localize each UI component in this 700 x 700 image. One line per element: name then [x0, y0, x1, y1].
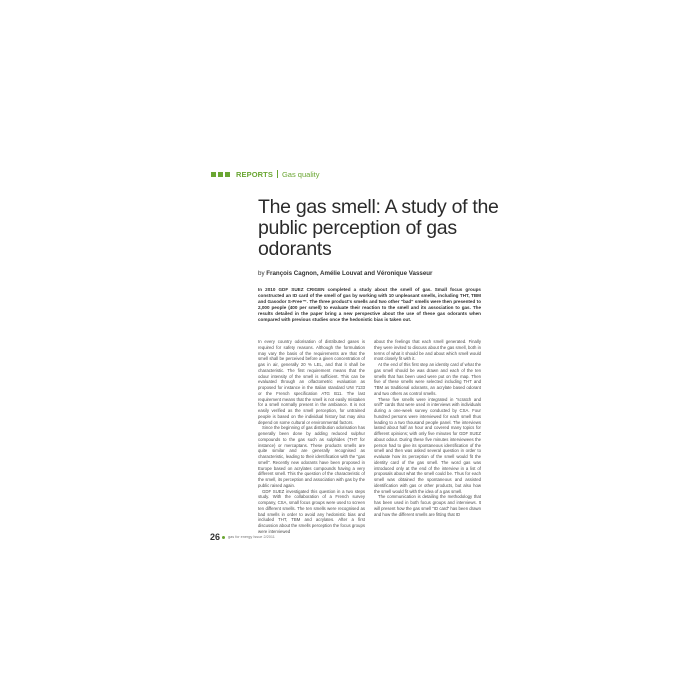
publication-name: gas for energy Issue 2/2011 — [228, 535, 275, 539]
abstract: In 2010 GDF SUEZ CRIGEN completed a study about the smell of gas. Small focus groups constructed an ID card of the smell of gas by working with 10 unpleasant smells, including THT, TBM and Gasodor S-Free™. The three product's smells and two other "bad" smells were then presented to 2,000 people (400 per smell) to evaluate their reaction to the smell and its association to gas. The results detailed in the paper bring a new perspective about the use of these gas odorants when compared with previous studies once the hedonistic bias is taken out. — [258, 287, 481, 323]
paragraph: The communication is detailing the methodology that has been used in both focus groups and interviews. It will present how the gas smell "ID card" has been drawn and how the different smells are fitting that ID — [374, 494, 481, 517]
paragraph: At the end of this first step an identity card of what the gas smell should be was drawn and each of the ten smells that has been used were put on the map. Then five of these smells were selected including THT and TBM as traditional odorants, an acrylate based odorant and two others as control smells. — [374, 362, 481, 396]
paragraph: Since the beginning of gas distribution odorisation has generally been done by adding reduced sulphur compounds to the gas such as sulphides (THT for instance) or mercaptans. These products smells are quite similar and are generally recognised as characteristic, leading to their identification with the "gas smell". Recently new odorants have been proposed in Europe based on acrylates compounds having a very different smell. This the question of the characteristic of the smell, its perception and association with gas by the public raised again. — [258, 425, 365, 488]
byline — [258, 270, 432, 277]
paragraph: GDF SUEZ investigated this question in a two steps study. With the collaboration of a French survey company, CSA, small focus groups were used to screen ten different smells. The ten smells were recognised as bad smells in order to avoid any hedonistic bias and included THT, TBM and acrylates. After a first discussion about the smells perception the focus groups were interviewed — [258, 488, 365, 534]
page-footer — [210, 532, 275, 542]
footer-dot — [222, 536, 225, 539]
body-column-right — [374, 339, 481, 517]
section-marker-square — [218, 172, 223, 177]
authors: François Cagnon, Amélie Louvat and Véronique Vasseur — [266, 270, 433, 277]
article-title: The gas smell: A study of the public perception of gas odorants — [258, 196, 499, 260]
subsection-label: Gas quality — [281, 169, 320, 179]
byline-prefix: by — [258, 270, 265, 277]
section-marker-square — [211, 172, 216, 177]
page-number: 26 — [210, 532, 221, 542]
paragraph: These five smells were integrated in "scratch and sniff" cards that were used in interviews with individuals during a one-week survey conducted by CSA. Four hundred persons were interviewed for each smell thus leading to a two thousand people panel. The interviews lasted about half an hour and covered many topics for different opinions; with only five minutes for GDF SUEZ about odour. During these five minutes interviewees the person had to give its spontaneous identification of the smell and then was asked several question in order to evaluate how its perception of the smell would fit the identity card of the gas smell. The word gas was introduced only at the end of the interview in a list of proposals about what the smell could be. Thus for each smell was obtained the spontaneous and assisted identification with gas or other products, but also how the smell would fit with the idea of a gas smell. — [374, 396, 481, 494]
section-label: REPORTS — [236, 169, 273, 179]
paragraph: about the feelings that each smell generated. Finally they were invited to discuss about the gas smell, both in terms of what it should be and about which smell would most closely fit with it. — [374, 339, 481, 362]
paragraph: In every country odorisation of distributed gases is required for safety reasons. Although the formulation may vary the basis of the requirements are that the smell shall be perceived before a given concentration of gas in air, generally 20 % LEL, and that it shall be characteristic. The first requirement means that the odour intensity of the smell is sufficient. This can be evaluated through an olfactometric evaluation as proposed for instance in the Italian standard UNI 7133 or the French specification ATG B11. The last requirement means that the smell is not easily mistaken for a smell normally present in the ambiance. It is not easily verified as the smell perception, for untrained people is based on the individual history but may also depend on some cultural or environmental factors. — [258, 339, 365, 425]
section-divider — [277, 170, 278, 178]
section-marker-square — [225, 172, 230, 177]
body-column-left — [258, 339, 365, 535]
section-header — [211, 169, 320, 179]
